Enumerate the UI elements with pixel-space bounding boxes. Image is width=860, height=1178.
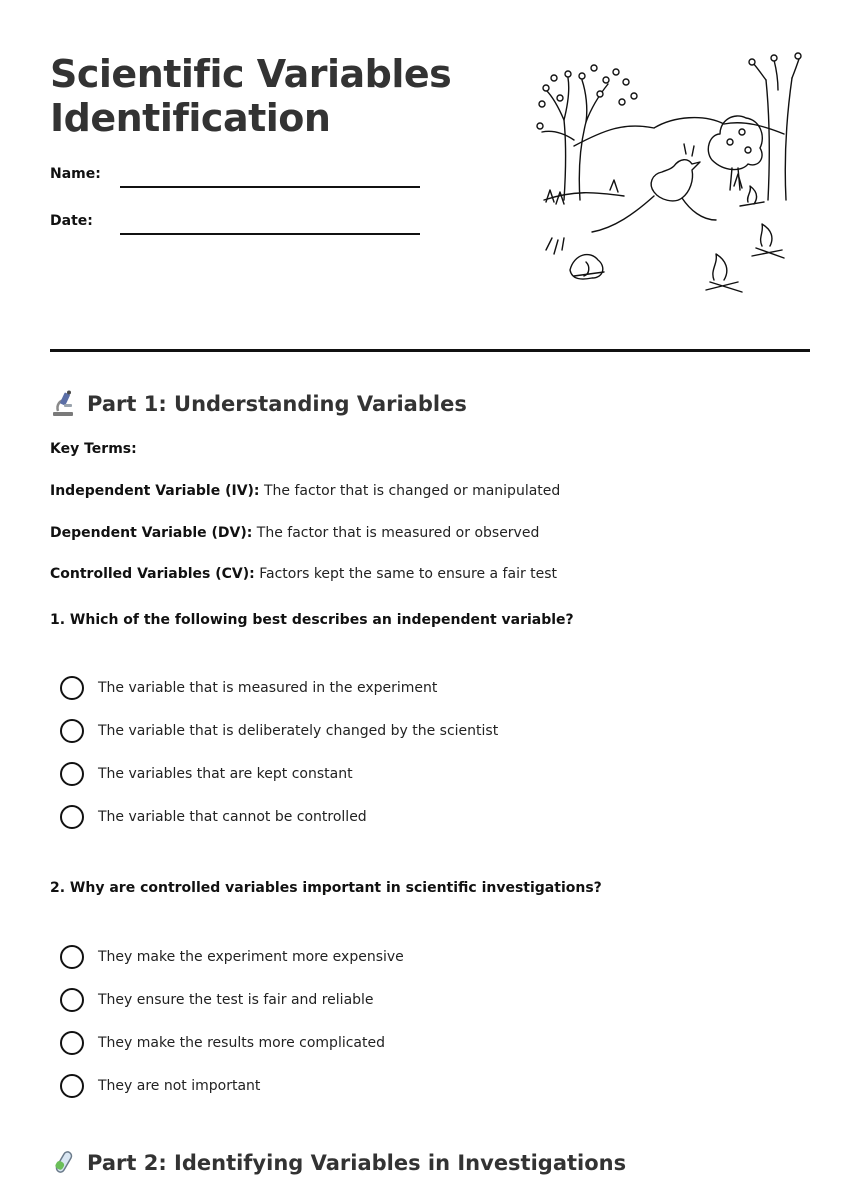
q2-option-c[interactable] (60, 1031, 385, 1055)
name-label: Name: (50, 166, 101, 182)
question-2: 2. Why are controlled variables important in scientific investigations? (50, 880, 602, 896)
q2-option-d[interactable] (60, 1074, 260, 1098)
bushland-illustration (534, 50, 810, 306)
q1-option-c[interactable] (60, 762, 353, 786)
option-label: They ensure the test is fair and reliable (98, 992, 374, 1008)
header-divider (50, 349, 810, 352)
term-name: Controlled Variables (CV): (50, 566, 255, 582)
q2-option-a[interactable] (60, 945, 404, 969)
option-label: The variable that cannot be controlled (98, 809, 367, 825)
name-input-line[interactable] (120, 186, 420, 188)
date-field[interactable] (50, 213, 430, 237)
term-dependent-variable (50, 525, 539, 541)
name-field[interactable] (50, 166, 430, 190)
option-label: They make the results more complicated (98, 1035, 385, 1051)
term-independent-variable (50, 483, 560, 499)
page-title: Scientific Variables Identification (50, 52, 452, 140)
term-name: Independent Variable (IV): (50, 483, 260, 499)
microscope-icon (50, 390, 78, 418)
option-label: They make the experiment more expensive (98, 949, 404, 965)
radio-button[interactable] (60, 945, 84, 969)
question-1: 1. Which of the following best describes an independent variable? (50, 612, 574, 628)
part1-title: Part 1: Understanding Variables (87, 392, 467, 416)
term-definition: Factors kept the same to ensure a fair test (254, 566, 558, 582)
radio-button[interactable] (60, 805, 84, 829)
date-label: Date: (50, 213, 93, 229)
option-label: They are not important (98, 1078, 261, 1094)
q1-option-b[interactable] (60, 719, 498, 743)
option-label: The variable that is measured in the experiment (98, 680, 438, 696)
test-tube-icon (50, 1149, 78, 1177)
key-terms-label: Key Terms: (50, 441, 137, 457)
part1-heading (50, 389, 810, 419)
radio-button[interactable] (60, 676, 84, 700)
radio-button[interactable] (60, 719, 84, 743)
term-definition: The factor that is changed or manipulated (259, 483, 561, 499)
option-label: The variables that are kept constant (98, 766, 353, 782)
option-label: The variable that is deliberately changed by the scientist (98, 723, 499, 739)
part2-heading (50, 1148, 810, 1178)
radio-button[interactable] (60, 988, 84, 1012)
q2-option-b[interactable] (60, 988, 374, 1012)
q1-option-d[interactable] (60, 805, 367, 829)
radio-button[interactable] (60, 1031, 84, 1055)
q1-option-a[interactable] (60, 676, 437, 700)
term-name: Dependent Variable (DV): (50, 525, 253, 541)
term-controlled-variables (50, 566, 557, 582)
part2-title: Part 2: Identifying Variables in Investigations (87, 1151, 627, 1175)
radio-button[interactable] (60, 762, 84, 786)
date-input-line[interactable] (120, 233, 420, 235)
radio-button[interactable] (60, 1074, 84, 1098)
term-definition: The factor that is measured or observed (252, 525, 540, 541)
